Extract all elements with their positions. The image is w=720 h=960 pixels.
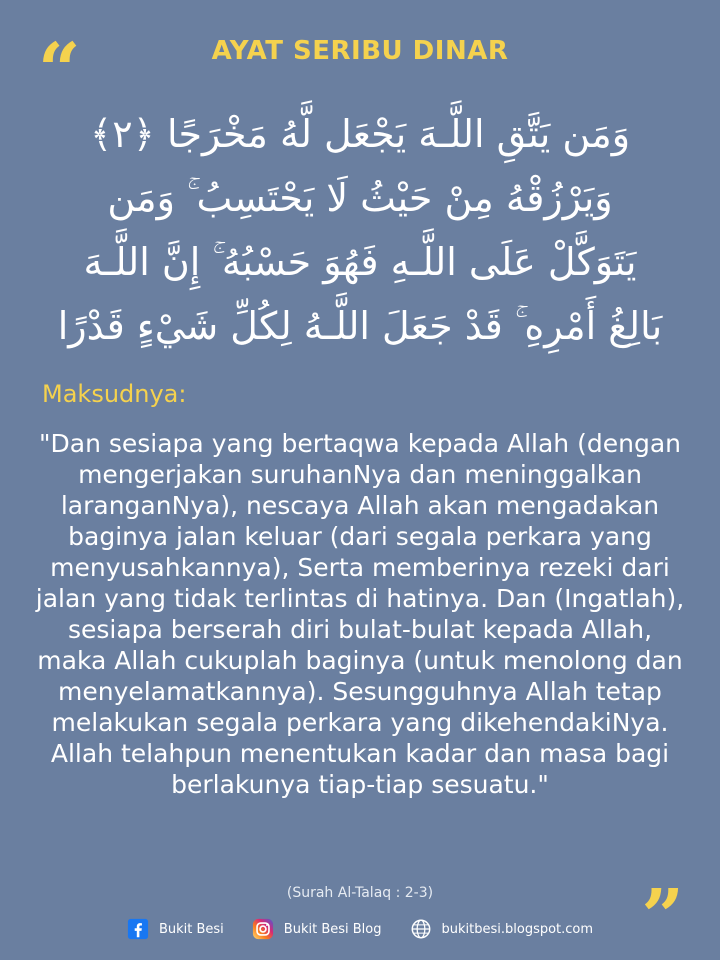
maksud-label: Maksudnya: [42, 380, 187, 408]
instagram-label: Bukit Besi Blog [283, 921, 382, 937]
arabic-line: يَتَوَكَّلْ عَلَى اللَّـهِ فَهُوَ حَسْبُهُ ۚ إِنَّ اللَّـهَ [83, 240, 637, 284]
arabic-line: بَالِغُ أَمْرِهِ ۚ قَدْ جَعَلَ اللَّـهُ لِكُلِّ شَيْءٍ قَدْرًا [57, 304, 663, 348]
arabic-line: وَمَن يَتَّقِ اللَّـهَ يَجْعَل لَّهُ مَخْرَجًا ﴿٢﴾ [89, 112, 631, 156]
open-quote-mark: “ [38, 28, 81, 114]
facebook-label: Bukit Besi [158, 921, 224, 937]
arabic-line: وَيَرْزُقْهُ مِنْ حَيْثُ لَا يَحْتَسِبُ ۚ وَمَن [107, 176, 613, 220]
surah-reference: (Surah Al-Talaq : 2-3) [286, 885, 434, 901]
footer-instagram[interactable] [252, 918, 382, 940]
close-quote-mark: ” [641, 874, 684, 960]
website-label: bukitbesi.blogspot.com [441, 921, 594, 937]
arabic-verse [28, 102, 692, 358]
instagram-icon [252, 918, 274, 940]
page-title: AYAT SERIBU DINAR [211, 36, 509, 66]
footer [0, 918, 720, 940]
footer-facebook[interactable] [127, 918, 224, 940]
footer-website[interactable] [410, 918, 594, 940]
globe-icon [410, 918, 432, 940]
translation-text: "Dan sesiapa yang bertaqwa kepada Allah (dengan mengerjakan suruhanNya dan meninggalkan laranganNya), nescaya Allah akan mengadakan baginya jalan keluar (dari segala perkara yang menyusahkannya), Serta memberinya rezeki dari jalan yang tidak terlintas di hatinya. Dan (Ingatlah), sesiapa berserah diri bulat-bulat kepada Allah, maka Allah cukuplah baginya (untuk menolong dan menyelamatkannya). Sesungguhnya Allah tetap melakukan segala perkara yang dikehendakiNya. Allah telahpun menentukan kadar dan masa bagi berlakunya tiap-tiap sesuatu." [35, 429, 685, 799]
facebook-icon [127, 918, 149, 940]
